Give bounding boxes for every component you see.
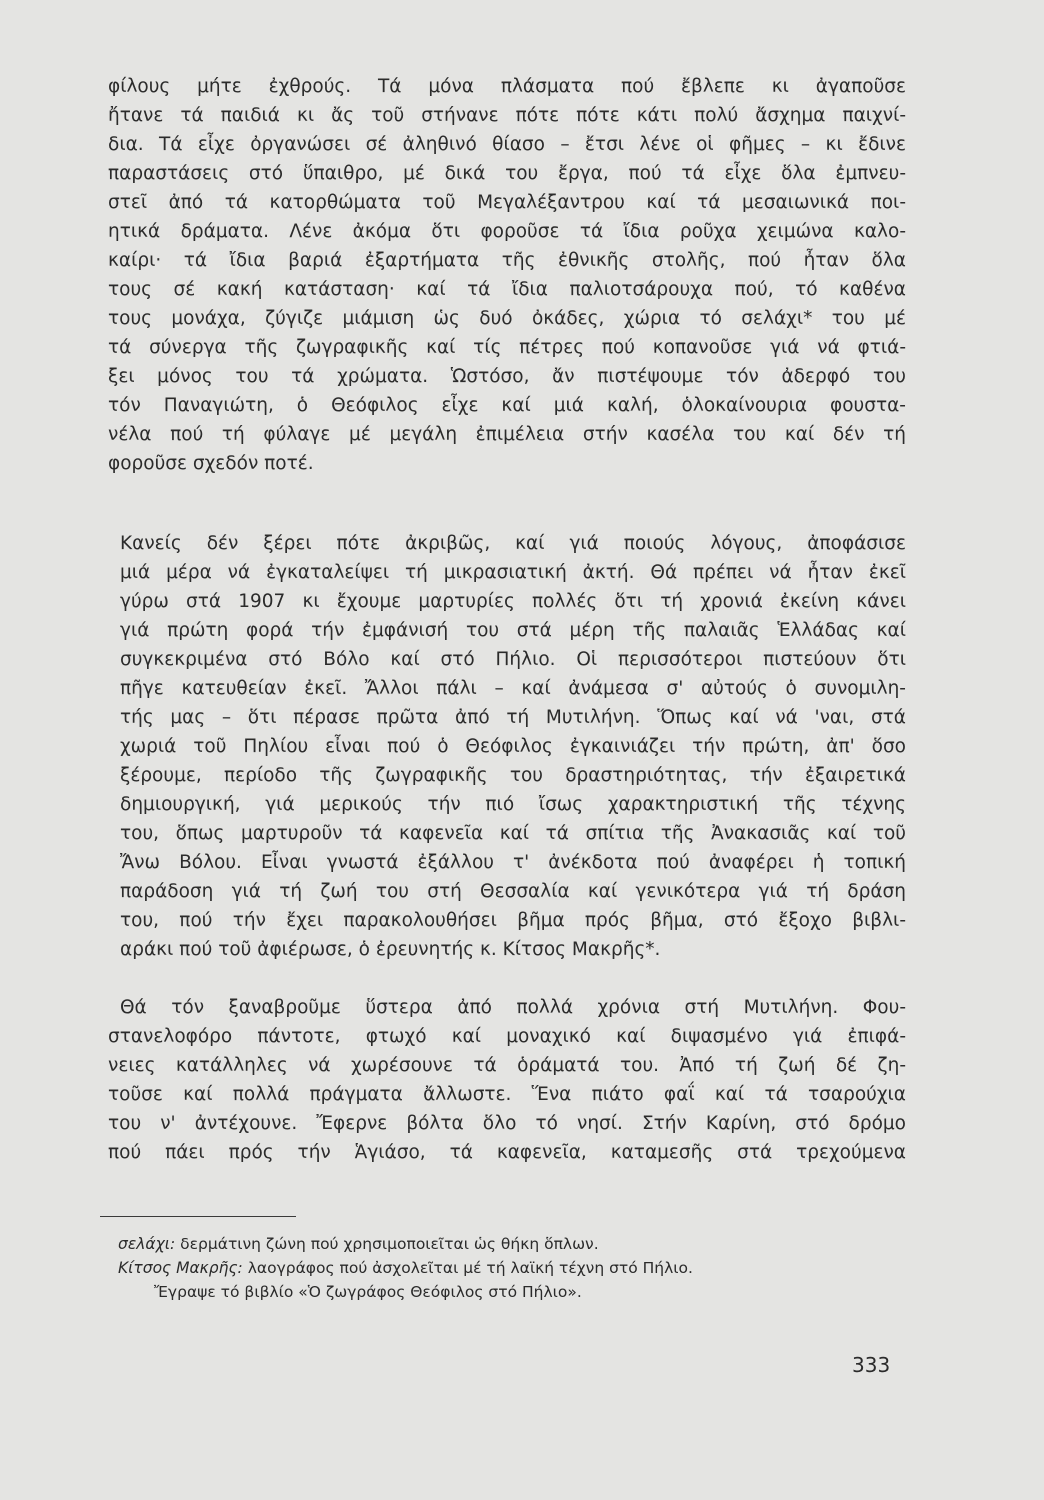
- footnote-divider: [100, 1216, 296, 1217]
- text-line: γιά πρώτη φορά τήν ἐμφάνισή του στά μέρη τῆς παλαιᾶς Ἑλλάδας καί: [120, 620, 906, 641]
- paragraph-1: [108, 72, 906, 478]
- footnote-term: σελάχι:: [118, 1235, 176, 1253]
- text-line: νέλα πού τή φύλαγε μέ μεγάλη ἐπιμέλεια στήν κασέλα του καί δέν τή: [108, 424, 906, 445]
- footnote-makris: [118, 1256, 918, 1280]
- text-line: Ἄνω Βόλου. Εἶναι γνωστά ἐξάλλου τ' ἀνέκδοτα πού ἀναφέρει ἡ τοπική: [120, 852, 906, 873]
- text-line: τά σύνεργα τῆς ζωγραφικῆς καί τίς πέτρες πού κοπανοῦσε γιά νά φτιά-: [108, 337, 906, 358]
- footnote-text: δερμάτινη ζώνη πού χρησιμοποιεῖται ὡς θήκη ὅπλων.: [175, 1235, 599, 1253]
- text-line: γύρω στά 1907 κι ἔχουμε μαρτυρίες πολλές ὅτι τή χρονιά ἐκείνη κάνει: [120, 591, 906, 612]
- footnote-term: Κίτσος Μακρῆς:: [118, 1259, 243, 1277]
- text-line: φίλους μήτε ἐχθρούς. Τά μόνα πλάσματα πού ἔβλεπε κι ἀγαποῦσε: [108, 76, 906, 97]
- text-line: του, πού τήν ἔχει παρακολουθήσει βῆμα πρός βῆμα, στό ἔξοχο βιβλι-: [120, 910, 906, 931]
- text-line: Θά τόν ξαναβροῦμε ὕστερα ἀπό πολλά χρόνια στή Μυτιλήνη. Φου-: [120, 997, 906, 1018]
- text-line: τής μας – ὅτι πέρασε πρῶτα ἀπό τή Μυτιλήνη. Ὅπως καί νά 'ναι, στά: [120, 707, 906, 728]
- text-line: τοῦσε καί πολλά πράγματα ἄλλωστε. Ἕνα πιάτο φαΐ καί τά τσαρούχια: [108, 1084, 906, 1105]
- footnote-selachi: [118, 1232, 918, 1256]
- text-line: τους σέ κακή κατάσταση· καί τά ἴδια παλιοτσάρουχα πού, τό καθένα: [108, 279, 906, 300]
- text-line: του, ὅπως μαρτυροῦν τά καφενεῖα καί τά σπίτια τῆς Ἀνακασιᾶς καί τοῦ: [120, 823, 906, 844]
- text-line: πῆγε κατευθείαν ἐκεῖ. Ἄλλοι πάλι – καί ἀνάμεσα σ' αὐτούς ὁ συνομιλη-: [120, 678, 906, 699]
- text-line: καίρι· τά ἴδια βαριά ἐξαρτήματα τῆς ἐθνικῆς στολῆς, πού ἦταν ὅλα: [108, 250, 906, 271]
- text-line: νειες κατάλληλες νά χωρέσουνε τά ὁράματά του. Ἀπό τή ζωή δέ ζη-: [108, 1055, 906, 1076]
- text-line: συγκεκριμένα στό Βόλο καί στό Πήλιο. Οἱ περισσότεροι πιστεύουν ὅτι: [120, 649, 906, 670]
- text-line: στεῖ ἀπό τά κατορθώματα τοῦ Μεγαλέξαντρου καί τά μεσαιωνικά ποι-: [108, 192, 906, 213]
- text-line: ξει μόνος του τά χρώματα. Ὡστόσο, ἄν πιστέψουμε τόν ἀδερφό του: [108, 366, 906, 387]
- paragraph-text: [108, 993, 906, 1167]
- text-line: πού πάει πρός τήν Ἁγιάσο, τά καφενεῖα, καταμεσῆς στά τρεχούμενα: [108, 1142, 906, 1163]
- text-line: φοροῦσε σχεδόν ποτέ.: [108, 453, 314, 474]
- footnote-text: λαογράφος πού ἀσχολεῖται μέ τή λαϊκή τέχνη στό Πήλιο.: [242, 1259, 693, 1277]
- text-line: χωριά τοῦ Πηλίου εἶναι πού ὁ Θεόφιλος ἐγκαινιάζει τήν πρώτη, ἀπ' ὅσο: [120, 736, 906, 757]
- text-line: ητικά δράματα. Λένε ἀκόμα ὅτι φοροῦσε τά ἴδια ροῦχα χειμώνα καλο-: [108, 221, 906, 242]
- paragraph-text: [120, 529, 906, 964]
- text-line: ξέρουμε, περίοδο τῆς ζωγραφικῆς του δραστηριότητας, τήν ἐξαιρετικά: [120, 765, 906, 786]
- text-line: τόν Παναγιώτη, ὁ Θεόφιλος εἶχε καί μιά καλή, ὁλοκαίνουρια φουστα-: [108, 395, 906, 416]
- text-line: μιά μέρα νά ἐγκαταλείψει τή μικρασιατική ἀκτή. Θά πρέπει νά ἦταν ἐκεῖ: [120, 562, 906, 583]
- paragraph-text: [108, 72, 906, 478]
- text-line: παραστάσεις στό ὕπαιθρο, μέ δικά του ἔργα, πού τά εἶχε ὅλα ἐμπνευ-: [108, 163, 906, 184]
- text-line: τους μονάχα, ζύγιζε μιάμιση ὡς δυό ὀκάδες, χώρια τό σελάχι* του μέ: [108, 308, 906, 329]
- page-number: 333: [852, 1353, 891, 1377]
- text-line: αράκι πού τοῦ ἀφιέρωσε, ὁ ἐρευνητής κ. Κίτσος Μακρῆς*.: [120, 939, 661, 960]
- text-line: στανελοφόρο πάντοτε, φτωχό καί μοναχικό καί διψασμένο γιά ἐπιφά-: [108, 1026, 906, 1047]
- paragraph-2: [120, 529, 906, 964]
- footnotes: [118, 1232, 918, 1304]
- text-line: του ν' ἀντέχουνε. Ἔφερνε βόλτα ὅλο τό νησί. Στήν Καρίνη, στό δρόμο: [108, 1113, 906, 1134]
- text-line: δια. Τά εἶχε ὀργανώσει σέ ἀληθινό θίασο – ἔτσι λένε οἱ φῆμες – κι ἔδινε: [108, 134, 906, 155]
- text-line: παράδοση γιά τή ζωή του στή Θεσσαλία καί γενικότερα γιά τή δράση: [120, 881, 906, 902]
- paragraph-3: [108, 993, 906, 1167]
- text-line: Κανείς δέν ξέρει πότε ἀκριβῶς, καί γιά ποιούς λόγους, ἀποφάσισε: [120, 533, 906, 554]
- text-line: ἤτανε τά παιδιά κι ἄς τοῦ στήνανε πότε πότε κάτι πολύ ἄσχημα παιχνί-: [108, 105, 906, 126]
- text-line: δημιουργική, γιά μερικούς τήν πιό ἴσως χαρακτηριστική τῆς τέχνης: [120, 794, 906, 815]
- footnote-makris-continued: Ἔγραψε τό βιβλίο «Ὁ ζωγράφος Θεόφιλος στό Πήλιο».: [154, 1283, 582, 1301]
